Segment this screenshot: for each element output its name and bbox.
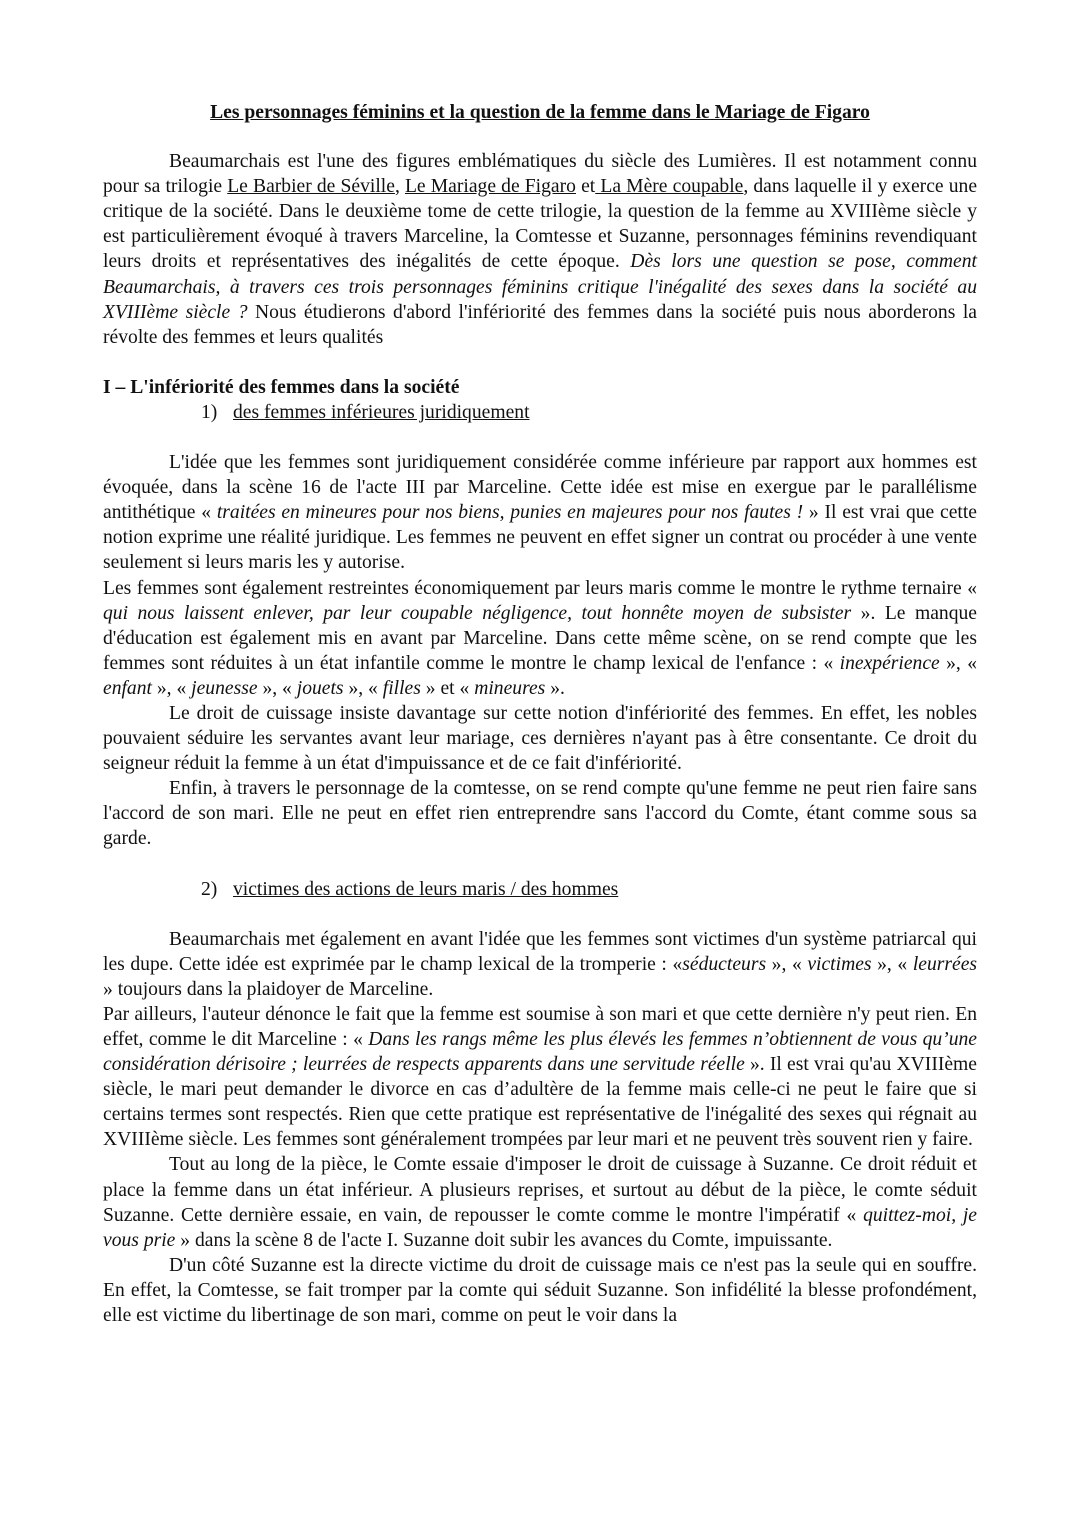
intro-paragraph [103,149,977,350]
intro-text: Beaumarchais est l'une des figures emblématiques du siècle des Lumières. Il est notamment connu pour sa trilogie [103,151,977,198]
body-paragraph [103,1152,977,1252]
separator: » et « [420,677,475,699]
body-text: » dans la scène 8 de l'acte I. Suzanne doit subir les avances du Comte, impuissante. [175,1229,833,1251]
body-text: Tout au long de la pièce, le Comte essaie d'imposer le droit de cuissage à Suzanne. Ce droit réduit et place la femme dans un état inférieur. A plusieurs reprises, et surtout au début de la pièce, le comte séduit Suzanne. Cette dernière essaie, en vain, de repousser le comte comme le montre l'impératif « [103,1154,977,1226]
book-title: La Mère coupable [595,176,744,198]
subsection-number: 2) [201,878,218,900]
body-paragraph: D'un côté Suzanne est la directe victime du droit de cuissage mais ce n'est pas la seule qui en souffre. En effet, la Comtesse, se fait tromper par la comte qui séduit Suzanne. Son infidélité la blesse profondément, elle est victime du libertinage de son mari, comme on peut le voir dans la [103,1254,977,1327]
body-paragraph [103,1002,977,1153]
separator: », « [151,677,192,699]
book-title: Le Mariage de Figaro [404,176,576,198]
body-text: L'idée que les femmes sont juridiquement considérée comme inférieure par rapport aux hommes est évoquée, dans la scène 16 de l'acte III par Marceline. Cette idée est mise en exergue par le parallélisme antithétique « [103,452,977,524]
body-paragraph [103,450,977,575]
spacer [103,852,977,877]
subsection-heading [103,400,977,425]
separator: », « [871,953,913,975]
quote: victimes [807,953,872,975]
spacer [103,902,977,927]
subsection-number: 1) [201,401,218,423]
problem-question: Dès lors une question se pose, comment Beaumarchais, à travers ces trois personnages féminins critique l'inégalité des sexes dans la société au XVIIIème siècle ? [103,251,977,323]
subsection-heading [103,877,977,902]
quote: leurrées [912,953,978,975]
spacer [103,425,977,450]
separator: », « [939,652,977,674]
quote: traitées en mineures pour nos biens, punies en majeures pour nos fautes ! [216,502,804,524]
quote: jouets [296,677,344,699]
body-paragraph [103,927,977,1002]
quote: Dans les rangs même les plus élevés les femmes n’obtiennent de vous qu’une considération dérisoire ; leurrées de respects apparents dans une servitude réelle [103,1029,977,1076]
body-text: Les femmes sont également restreintes économiquement par leurs maris comme le montre le rythme ternaire « [103,577,977,599]
quote: séducteurs [682,953,767,975]
body-paragraph: Enfin, à travers le personnage de la comtesse, on se rend compte qu'une femme ne peut rien faire sans l'accord de son mari. Elle ne peut en effet rien entreprendre sans l'accord du Comte, étant comme sous sa garde. [103,778,977,850]
subsection-label: victimes des actions de leurs maris / des hommes [233,878,619,900]
separator: », « [766,953,808,975]
quote: quittez-moi, je vous prie [103,1204,977,1251]
body-text: Par ailleurs, l'auteur dénonce le fait que la femme est soumise à son mari et que cette dernière n'y peut rien. En effet, comme le dit Marceline : « [103,1003,977,1050]
intro-text: , dans laquelle il y exerce une critique de la société. Dans le deuxième tome de cette trilogie, la question de la femme au XVIIIème siècle y est particulièrement évoqué à travers Marceline, la Comtesse et Suzanne, personnages féminins revendiquant leurs droits et représentatives des inégalités de cette époque. [103,176,978,273]
quote: jeunesse [191,677,263,699]
body-text: ». Le manque d'éducation est également mis en avant par Marceline. Dans cette même scène, on se rend compte que les femmes sont réduites à un état infantile comme le montre le champ lexical de l'enfance : « [103,602,977,674]
section-heading: I – L'infériorité des femmes dans la société [103,376,460,398]
quote: mineures [474,677,546,699]
intro-text: et [575,176,596,198]
quote: inexpérience [839,652,940,674]
body-text: ». Il est vrai qu'au XVIIIème siècle, le mari peut demander le divorce en cas d’adultère de la femme mais celle-ci ne peut le faire que si certains termes sont respectés. Rien que cette pratique est représentative de l'inégalité des sexes qui régnait au XVIIIème siècle. Les femmes sont généralement trompées par leur mari et ne peuvent très souvent rien y faire. [103,1054,977,1151]
body-paragraph: Le droit de cuissage insiste davantage sur cette notion d'infériorité des femmes. En effet, les nobles pouvaient séduire les servantes avant leur mariage, ces dernières n'ayant pas à être consentante. Ce droit du seigneur réduit la femme à un état d'impuissance et de ce fait d'infériorité. [103,702,977,775]
body-text: » Il est vrai que cette notion exprime une réalité juridique. Les femmes ne peuvent en effet signer un contrat ou procéder à une vente seulement si leurs maris les y autorise. [103,502,977,574]
body-text: » toujours dans la plaidoyer de Marceline. [103,978,434,1000]
page-title: Les personnages féminins et la question de la femme dans le Mariage de Figaro [210,102,870,123]
subsection-label: des femmes inférieures juridiquement [233,401,530,423]
body-paragraph [103,576,977,701]
quote: filles [382,677,421,699]
body-text: ». [545,677,565,699]
intro-text: Nous étudierons d'abord l'infériorité des femmes dans la société puis nous aborderons la révolte des femmes et leurs qualités [103,301,977,348]
quote: qui nous laissent enlever, par leur coupable négligence, tout honnête moyen de subsister [103,602,852,624]
separator: », « [343,677,383,699]
intro-text: , [394,176,405,198]
body-text: Beaumarchais met également en avant l'idée que les femmes sont victimes d'un système patriarcal qui les dupe. Cette idée est exprimée par le champ lexical de la tromperie : « [103,928,977,975]
book-title: Le Barbier de Séville [227,176,395,198]
quote: enfant [103,677,152,699]
separator: », « [262,677,297,699]
